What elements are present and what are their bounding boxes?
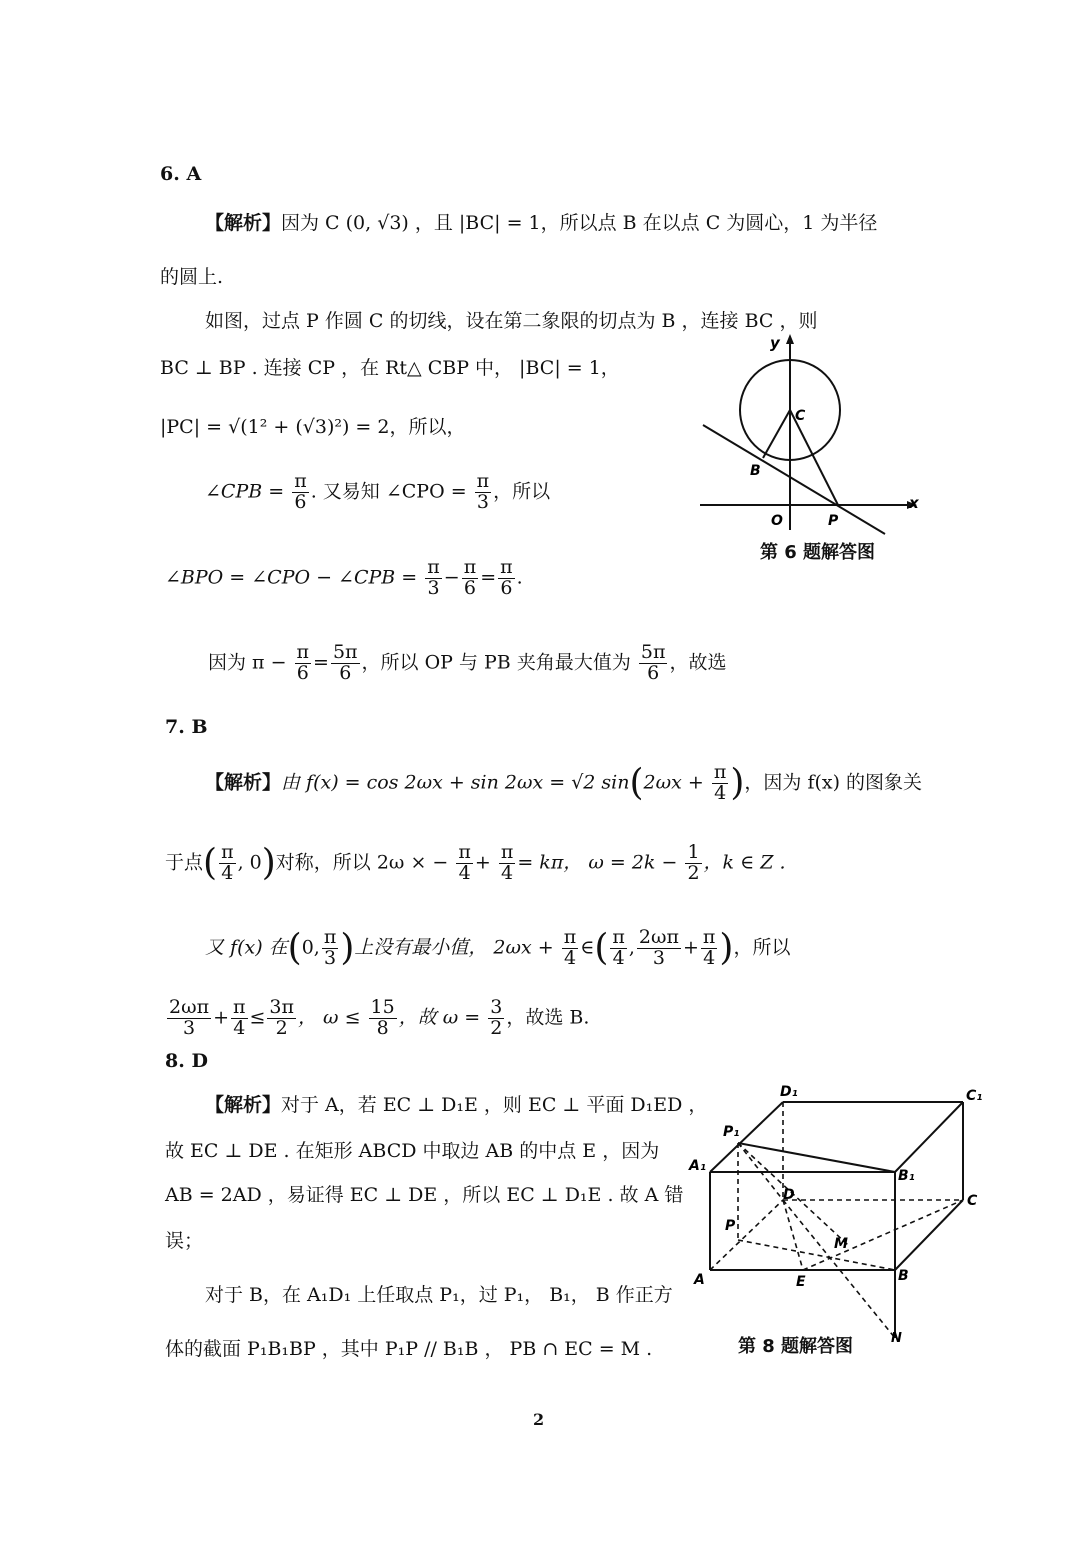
q6-label-p: P (828, 513, 839, 529)
q6-line-5: |PC| = √(1² + (√3)²) = 2，所以， (160, 416, 466, 438)
q6-label-y: y (770, 334, 780, 352)
q8-label-p: P (725, 1218, 736, 1234)
q6-frac-b: $\frac{\pi}{6}$ (463, 556, 477, 599)
q8-line-2: 故 EC ⊥ DE . 在矩形 ABCD 中取边 AB 的中点 E ，因为 (165, 1140, 660, 1162)
q6-line-7: ∠BPO = ∠CPO − ∠CPB = $\frac{\pi}{3}$ − $\frac{\pi}{6}$ = $\frac{\pi}{6}$ . (165, 556, 523, 599)
q8-hidden-p-b (738, 1240, 895, 1270)
q7-frac-2wpi-3: $\frac{2\omega\pi}{3}$ (638, 926, 679, 969)
q8-figure (688, 1080, 998, 1350)
q7-text-4a: + (213, 1006, 229, 1029)
q6-line-3: 如图，过点 P 作圆 C 的切线，设在第二象限的切点为 B ，连接 BC ，则 (205, 310, 818, 332)
q6-frac-a: $\frac{\pi}{3}$ (427, 556, 440, 599)
q8-line-4: 误； (165, 1230, 204, 1252)
q7-text-3b: 0, (301, 936, 320, 959)
q8-hidden-d-e (783, 1200, 803, 1270)
q7-frac-15-8: $\frac{15}{8}$ (370, 996, 395, 1039)
q8-heading: 8. D (165, 1050, 208, 1072)
q7-line-1: 【解析】由 f(x) = cos 2ωx + sin 2ωx = √2 sin(2ωx + $\frac{\pi}{4}$ )，因为 f(x) 的图象关 (205, 761, 923, 804)
q7-line-4 (165, 998, 589, 1039)
q8-hidden-e-c (803, 1200, 963, 1270)
q7-frac-pi-4-b: $\frac{\pi}{4}$ (221, 841, 234, 884)
q7-text-4c: ， ω ≤ (298, 1006, 361, 1029)
q7-frac-pi-4-f: $\frac{\pi}{4}$ (612, 926, 625, 969)
q8-line-5: 对于 B，在 A₁D₁ 上任取点 P₁，过 P₁， B₁， B 作正方 (205, 1284, 673, 1306)
q7-text-2a: 于点 (165, 851, 204, 874)
q6-frac-pi-6: $\frac{\pi}{6}$ (294, 470, 307, 513)
q8-label-d: D (783, 1187, 795, 1203)
q7-text-2c: 对称，所以 2ω × − (275, 851, 449, 874)
q6-line-6 (205, 472, 550, 513)
q7-text-3d: ∈ (580, 936, 595, 959)
q7-text-1a: 由 f(x) = cos 2ωx + sin 2ωx = √2 sin (281, 771, 630, 794)
q6-label-x: x (909, 494, 919, 512)
q8-label-d1: D₁ (780, 1084, 798, 1100)
q8-caption: 第 8 题解答图 (738, 1336, 854, 1357)
q7-text-2b: , 0 (237, 851, 262, 874)
q7-frac-3-2: $\frac{3}{2}$ (490, 996, 503, 1039)
q7-frac-pi-3: $\frac{\pi}{3}$ (323, 926, 337, 969)
q7-text-4d: ，故 ω = (398, 1006, 481, 1029)
q8-hidden-a-d (710, 1200, 783, 1270)
q8-line-3: AB = 2AD ，易证得 EC ⊥ DE ，所以 EC ⊥ D₁E . 故 A 错 (165, 1184, 684, 1206)
q8-edge-c-b (895, 1200, 963, 1270)
q8-label-p1: P₁ (723, 1124, 740, 1140)
q7-line-2: 于点( $\frac{\pi}{4}$ , 0)对称，所以 2ω × − $\frac{\pi}{4}$ + $\frac{\pi}{4}$ = kπ， ω = 2k − $\frac{1}{2}$ ，k ∈ Z . (165, 841, 786, 884)
q7-text-4e: ，故选 B. (506, 1006, 590, 1029)
q6-angle-cpo: . 又易知 ∠CPO = (310, 480, 467, 503)
q6-suoyi: ，所以 (493, 480, 551, 503)
q6-y-arrow (786, 334, 794, 344)
q6-figure (695, 330, 935, 540)
q8-label-m: M (834, 1236, 848, 1252)
q8-edge-p1-b1 (738, 1143, 895, 1172)
q7-frac-pi-4-e: $\frac{\pi}{4}$ (563, 926, 577, 969)
q6-text-8c: ，所以 OP 与 PB 夹角最大值为 (361, 651, 631, 674)
q8-jiexi-label: 【解析】 (205, 1094, 282, 1116)
q7-text-3e: ，所以 (733, 936, 791, 959)
q6-frac-e: $\frac{5\pi}{6}$ (332, 641, 358, 684)
q8-label-a1: A₁ (689, 1158, 706, 1174)
q6-line-2: 的圆上. (160, 266, 224, 288)
q6-caption: 第 6 题解答图 (760, 542, 876, 563)
q8-label-e: E (796, 1274, 806, 1290)
q7-text-1b: 2ωx + (643, 771, 704, 794)
q6-line-8 (208, 643, 726, 684)
q7-text-2f: ，k ∈ Z . (703, 851, 786, 874)
q6-label-c: C (795, 408, 806, 424)
q8-label-a: A (694, 1272, 705, 1288)
q6-frac-pi-3: $\frac{\pi}{3}$ (476, 470, 490, 513)
q7-text-1c: ，因为 f(x) 的图象关 (744, 771, 923, 794)
q6-frac-c: $\frac{\pi}{6}$ (500, 556, 513, 599)
q7-frac-pi-4-h: $\frac{\pi}{4}$ (233, 996, 246, 1039)
q7-frac-pi-4-d: $\frac{\pi}{4}$ (500, 841, 514, 884)
q6-label-b: B (750, 463, 761, 479)
q6-eq: = (313, 651, 329, 674)
q8-text-1: 对于 A，若 EC ⊥ D₁E ，则 EC ⊥ 平面 D₁ED ， (281, 1094, 708, 1116)
q6-text-8a: 因为 π − (208, 651, 287, 674)
q6-line-1 (205, 208, 877, 235)
q7-text-2d: + (474, 851, 491, 874)
q6-heading: 6. A (160, 163, 202, 185)
q8-line-6: 体的截面 P₁B₁BP ，其中 P₁P // B₁B ， PB ∩ EC = M . (165, 1338, 653, 1360)
q8-line-1 (205, 1090, 707, 1117)
q8-label-b: B (898, 1268, 909, 1284)
q7-frac-pi-4-c: $\frac{\pi}{4}$ (458, 841, 471, 884)
q7-text-4b: ≤ (249, 1006, 266, 1029)
q7-jiexi-label: 【解析】 (205, 771, 282, 794)
q7-frac-1-2: $\frac{1}{2}$ (687, 841, 700, 884)
q7-text-3a: 又 f(x) 在 (205, 936, 288, 959)
q8-label-b1: B₁ (898, 1168, 915, 1184)
q6-text-8d: ，故选 (669, 651, 727, 674)
q7-text-3c: 上没有最小值， 2ωx + (354, 936, 554, 959)
q7-frac-pi-4-g: $\frac{\pi}{4}$ (702, 926, 716, 969)
q6-tangent-line (703, 425, 885, 534)
q8-label-n: N (891, 1331, 902, 1346)
q6-frac-f: $\frac{5\pi}{6}$ (640, 641, 666, 684)
q6-frac-d: $\frac{\pi}{6}$ (296, 641, 310, 684)
q6-segment-cb (763, 410, 790, 458)
q7-frac-2wpi-3-b: $\frac{2\omega\pi}{3}$ (169, 996, 210, 1039)
q7-text-2e: = kπ， ω = 2k − (517, 851, 678, 874)
q7-frac-pi-4-a: $\frac{\pi}{4}$ (713, 761, 727, 804)
q8-label-c1: C₁ (966, 1088, 983, 1104)
q7-line-3: 又 f(x) 在(0, $\frac{\pi}{3}$ )上没有最小值， 2ωx + $\frac{\pi}{4}$ ∈( $\frac{\pi}{4}$ , $\frac{2\omega\pi}{3}$ + $\frac{\pi}{4}$ )，所以 (205, 926, 791, 969)
q6-angle-bpo: ∠BPO = ∠CPO − ∠CPB = (165, 566, 418, 589)
q8-label-c: C (967, 1193, 978, 1209)
q8-edge-c1-b1 (895, 1102, 963, 1172)
q6-line-4: BC ⊥ BP . 连接 CP ，在 Rt△ CBP 中， |BC| = 1， (160, 357, 620, 379)
q6-text-1: 因为 C (0, √3) ，且 |BC| = 1，所以点 B 在以点 C 为圆心，1 为半径 (281, 212, 878, 234)
q8-edge-a1-d1 (710, 1102, 783, 1172)
q7-frac-3pi-2: $\frac{3\pi}{2}$ (269, 996, 294, 1039)
q6-jiexi-label: 【解析】 (205, 212, 282, 234)
q6-angle-cpb: ∠CPB = (205, 480, 285, 503)
q7-heading: 7. B (165, 716, 208, 738)
page-number: 2 (533, 1410, 545, 1429)
q6-label-o: O (771, 513, 783, 529)
